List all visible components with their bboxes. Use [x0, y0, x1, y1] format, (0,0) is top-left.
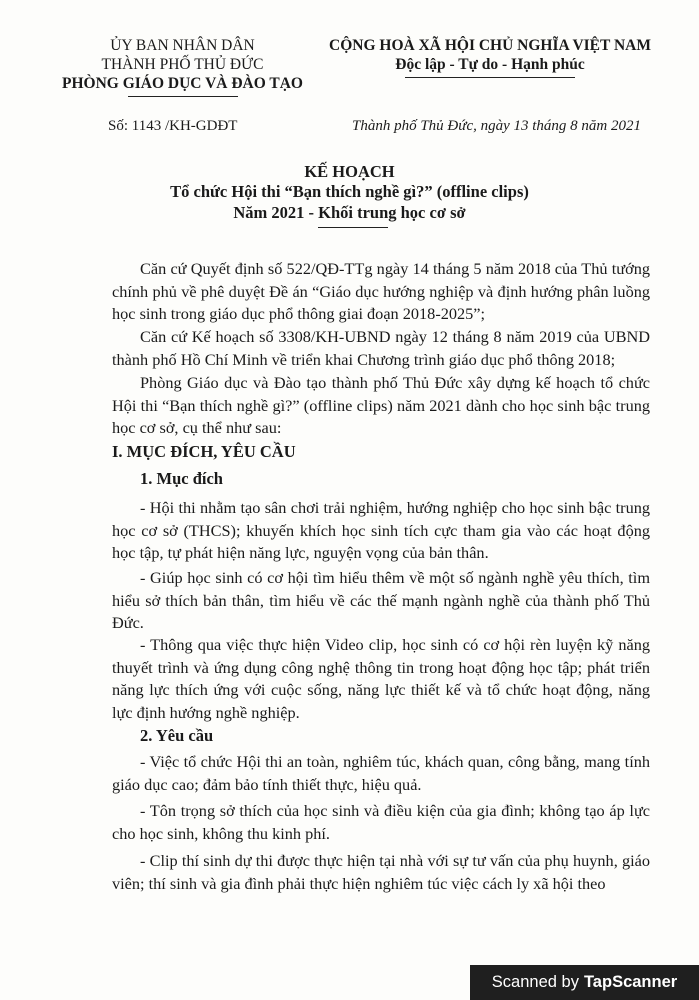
- paragraph-purpose-2: - Giúp học sinh có cơ hội tìm hiểu thêm về một số ngành nghề yêu thích, tìm hiểu sở thích bản thân, tìm hiểu về các thế mạnh ngành nghề của thành phố Thủ Đức.: [112, 568, 650, 632]
- doc-subtitle: Tổ chức Hội thi “Bạn thích nghề gì?” (offline clips): [170, 182, 529, 201]
- issuing-authority: [55, 36, 310, 93]
- authority-line-1: ỦY BAN NHÂN DÂN: [110, 37, 255, 54]
- doc-year-line: Năm 2021 - Khối trung học cơ sở: [233, 203, 466, 222]
- watermark-prefix: Scanned by: [491, 973, 579, 991]
- paragraph-requirement-1: - Việc tổ chức Hội thi an toàn, nghiêm túc, khách quan, công bằng, mang tính giáo dục cao; đảm bảo tính thiết thực, hiệu quả.: [112, 752, 650, 794]
- paragraph-intro: Phòng Giáo dục và Đào tạo thành phố Thủ Đức xây dựng kế hoạch tổ chức Hội thi “Bạn thích nghề gì?” (offline clips) năm 2021 dành cho học sinh bậc trung học cơ sở, cụ thể như sau:: [112, 373, 650, 437]
- paragraph-purpose-3: - Thông qua việc thực hiện Video clip, học sinh có cơ hội rèn luyện kỹ năng thuyết trình và ứng dụng công nghệ thông tin trong hoạt động học tập; phát triển năng lực thích ứng với cuộc sống, năng lực thiết kế và tổ chức hoạt động, năng lực định hướng nghề nghiệp.: [112, 635, 650, 722]
- nation-line-2: Độc lập - Tự do - Hạnh phúc: [395, 56, 585, 73]
- scanner-watermark: [470, 965, 699, 1000]
- paragraph-requirement-2: - Tôn trọng sở thích của học sinh và điều kiện của gia đình; không tạo áp lực cho học sinh, không thu kinh phí.: [112, 801, 650, 843]
- document-number: Số: 1143 /KH-GDĐT: [108, 118, 238, 134]
- authority-underline: [128, 96, 238, 97]
- document-date: Thành phố Thủ Đức, ngày 13 tháng 8 năm 2021: [352, 118, 642, 134]
- paragraph-legal-basis-1: Căn cứ Quyết định số 522/QĐ-TTg ngày 14 tháng 5 năm 2018 của Thủ tướng chính phủ về phê duyệt Đề án “Giáo dục hướng nghiệp và định hướng phân luồng học sinh trong giáo dục phổ thông giai đoạn 2018-2025”;: [112, 259, 650, 323]
- motto-underline: [405, 77, 575, 78]
- paragraph-legal-basis-2: Căn cứ Kế hoạch số 3308/KH-UBND ngày 12 tháng 8 năm 2019 của UBND thành phố Hồ Chí Minh về triển khai Chương trình giáo dục phổ thông 2018;: [112, 327, 650, 369]
- section-heading: I. MỤC ĐÍCH, YÊU CẦU: [112, 442, 296, 461]
- title-underline: [318, 227, 388, 228]
- nation-line-1: CỘNG HOÀ XÃ HỘI CHỦ NGHĨA VIỆT NAM: [329, 37, 651, 54]
- watermark-brand: TapScanner: [583, 973, 678, 991]
- doc-title: KẾ HOẠCH: [304, 162, 395, 181]
- authority-line-2: THÀNH PHỐ THỦ ĐỨC: [101, 56, 264, 73]
- subsection-heading-purpose: 1. Mục đích: [140, 469, 223, 488]
- national-motto: [325, 36, 655, 74]
- paragraph-purpose-1: - Hội thi nhằm tạo sân chơi trải nghiệm, hướng nghiệp cho học sinh bậc trung học cơ sở (THCS); khuyến khích học sinh tích cực tham gia vào các hoạt động học tập, tự phát hiện năng lực, nguyện vọng của bản thân.: [112, 498, 650, 562]
- paragraph-requirement-3: - Clip thí sinh dự thi được thực hiện tại nhà với sự tư vấn của phụ huynh, giáo viên; thí sinh và gia đình phải thực hiện nghiêm túc việc cách ly xã hội theo: [112, 851, 650, 893]
- subsection-heading-requirements: 2. Yêu cầu: [140, 726, 214, 745]
- authority-line-3: PHÒNG GIÁO DỤC VÀ ĐÀO TẠO: [62, 75, 303, 92]
